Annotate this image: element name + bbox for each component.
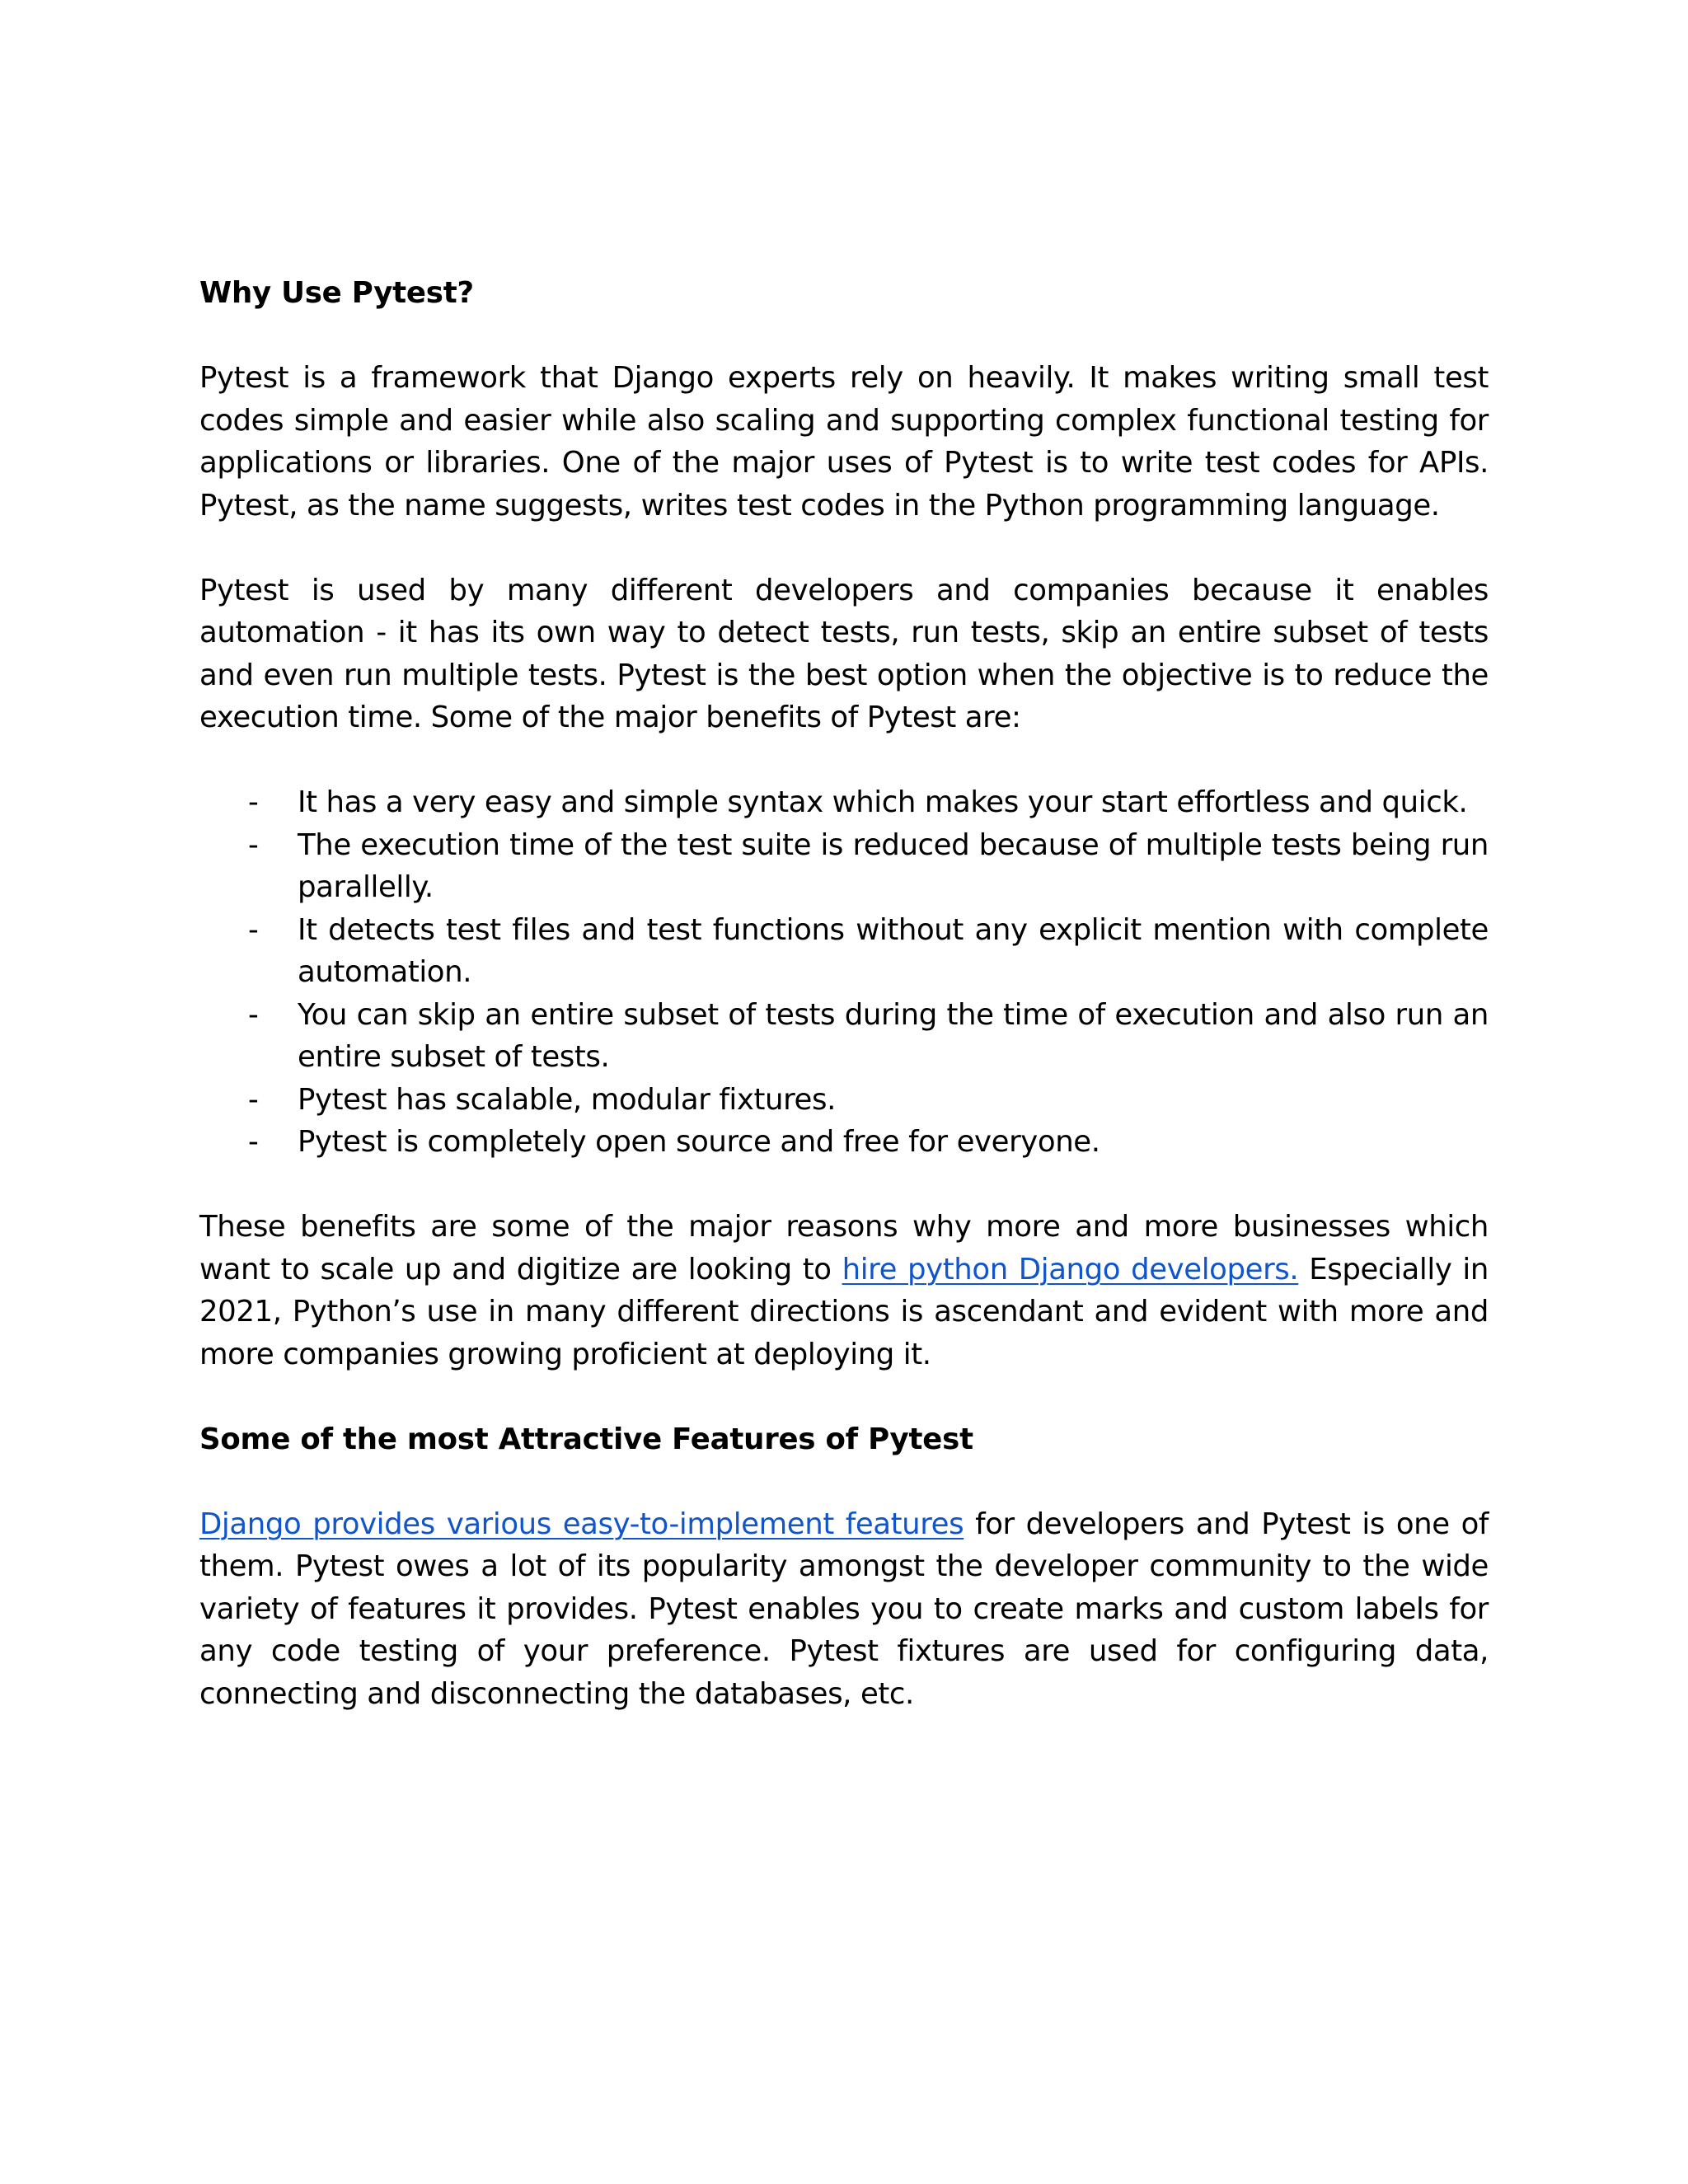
list-item-text: It has a very easy and simple syntax which makes your start effortless and quick. xyxy=(298,785,1468,819)
list-item-text: It detects test files and test functions without any explicit mention with complete automation. xyxy=(298,912,1489,989)
document-page xyxy=(199,272,1489,1758)
list-item-text: The execution time of the test suite is reduced because of multiple tests being run parallelly. xyxy=(298,827,1489,904)
paragraph-text: Especially in 2021, Python’s use in many different directions is ascendant and evident with more and more companies growing proficient at deploying it. xyxy=(199,1252,1489,1371)
bullet-dash: - xyxy=(248,912,259,947)
list-item-text: Pytest has scalable, modular fixtures. xyxy=(298,1082,836,1117)
list-item-text: You can skip an entire subset of tests during the time of execution and also run an entire subset of tests. xyxy=(298,997,1489,1074)
list-item xyxy=(199,909,1489,994)
bullet-dash: - xyxy=(248,827,259,862)
paragraph-intro: Pytest is a framework that Django experts rely on heavily. It makes writing small test codes simple and easier while also scaling and supporting complex functional testing for applications or libraries. One of the major uses of Pytest is to write test codes for APIs. Pytest, as the name suggests, writes test codes in the Python programming language. xyxy=(199,361,1489,523)
bullet-dash: - xyxy=(248,1125,259,1159)
list-item xyxy=(199,1121,1489,1164)
paragraph-features xyxy=(199,1503,1489,1716)
list-item xyxy=(199,781,1489,824)
django-features-link[interactable]: Django provides various easy-to-implement features xyxy=(199,1507,964,1541)
list-item-text: Pytest is completely open source and free for everyone. xyxy=(298,1125,1100,1159)
paragraph-text: for developers and Pytest is one of them. Pytest owes a lot of its popularity amongst the developer community to the wide variety of features it provides. Pytest enables you to create marks and custom labels for any code testing of your preference. Pytest fixtures are used for configuring data, connecting and disconnecting the databases, etc. xyxy=(199,1507,1489,1711)
hire-django-developers-link[interactable]: hire python Django developers. xyxy=(842,1252,1299,1286)
list-item xyxy=(199,824,1489,909)
list-item xyxy=(199,1079,1489,1122)
heading-why-use-pytest: Why Use Pytest? xyxy=(199,276,474,310)
paragraph-usage: Pytest is used by many different developers and companies because it enables automation - it has its own way to detect tests, run tests, skip an entire subset of tests and even run multiple tests. Pytest is the best option when the objective is to reduce the execution time. Some of the major benefits of Pytest are: xyxy=(199,573,1489,734)
paragraph-benefits-summary xyxy=(199,1206,1489,1376)
bullet-dash: - xyxy=(248,1082,259,1117)
benefits-list xyxy=(199,781,1489,1164)
paragraph-text: These benefits are some of the major reasons why more and more businesses which want to scale up and digitize are looking to xyxy=(199,1210,1489,1286)
list-item xyxy=(199,994,1489,1079)
bullet-dash: - xyxy=(248,997,259,1032)
heading-attractive-features: Some of the most Attractive Features of Pytest xyxy=(199,1422,973,1456)
bullet-dash: - xyxy=(248,785,259,819)
